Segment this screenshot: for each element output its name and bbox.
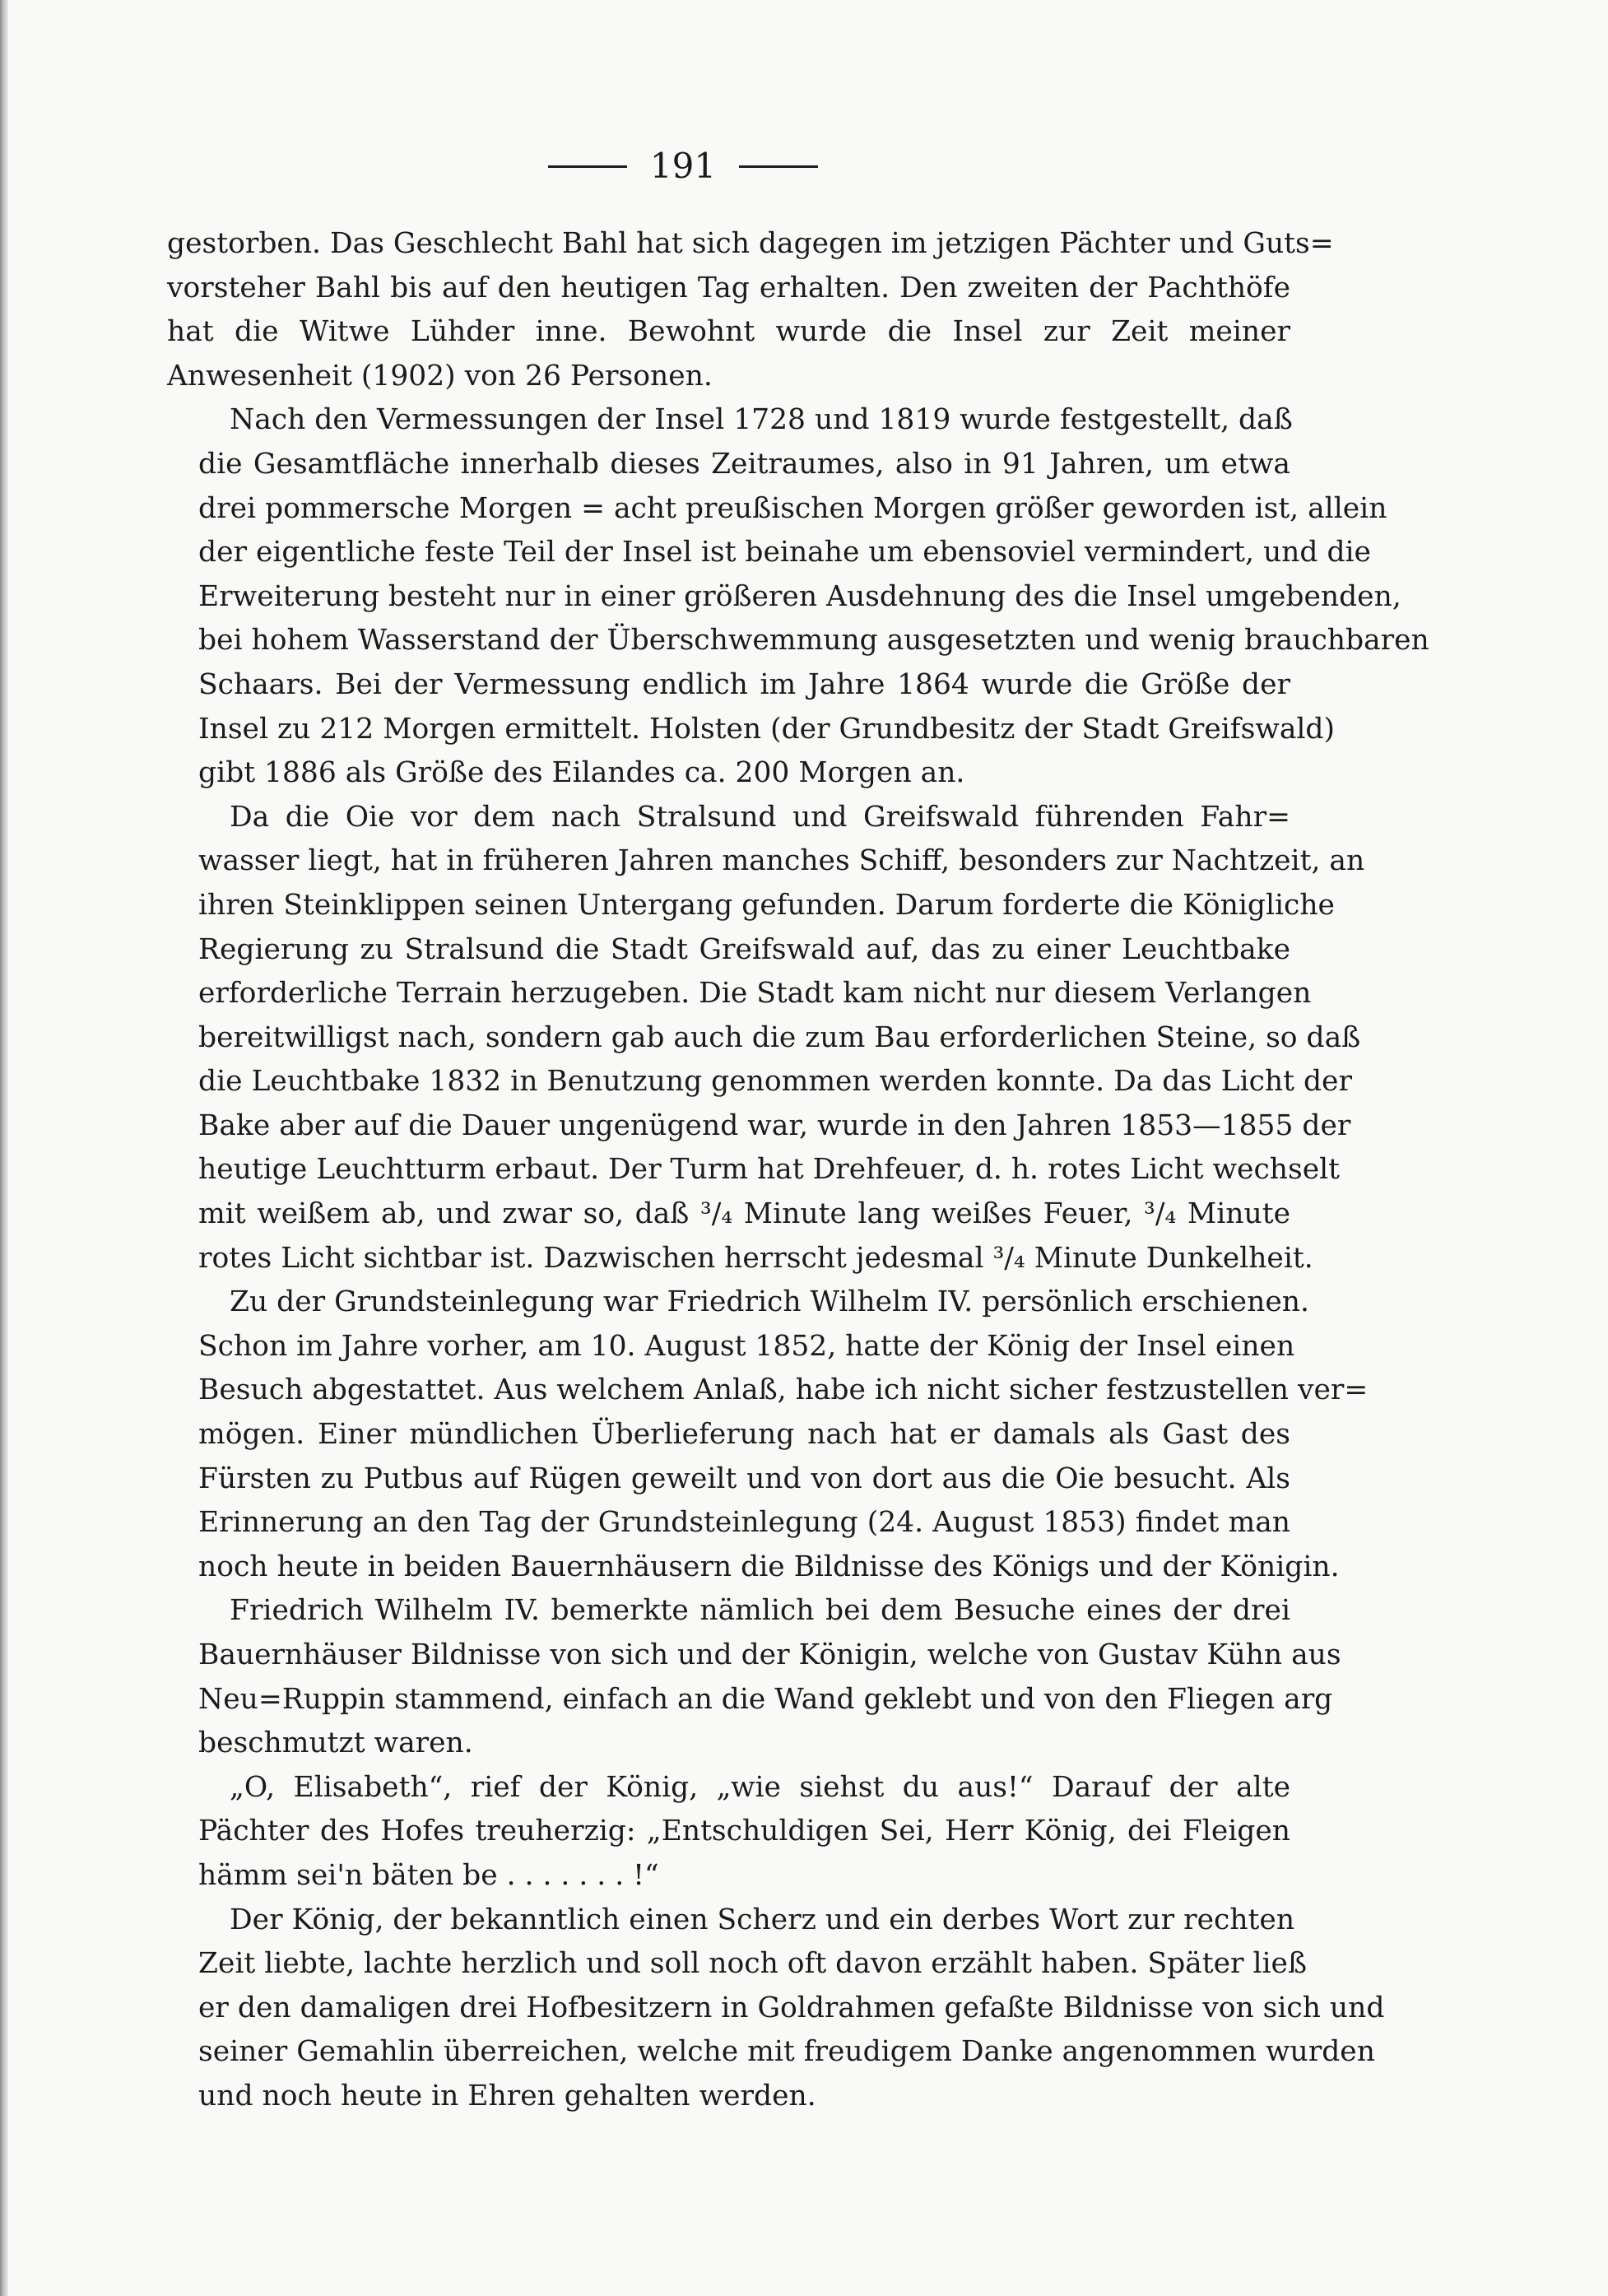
text-line: drei pommersche Morgen = acht preußischen Morgen größer geworden ist, allein — [198, 491, 1387, 525]
text-line: Fürsten zu Putbus auf Rügen geweilt und von dort aus die Oie besucht. Als — [198, 1462, 1290, 1495]
paragraph — [167, 796, 1365, 1281]
text-line: gibt 1886 als Größe des Eilandes ca. 200 Morgen an. — [198, 756, 965, 790]
text-line: seiner Gemahlin überreichen, welche mit freudigem Danke angenommen wurden — [198, 2035, 1375, 2069]
text-line: Zeit liebte, lachte herzlich und soll noch oft davon erzählt haben. Später ließ — [198, 1947, 1308, 1981]
text-line: er den damaligen drei Hofbesitzern in Goldrahmen gefaßte Bildnisse von sich und — [198, 1991, 1385, 2024]
text-line: „O, Elisabeth“, rief der König, „wie siehst du aus!“ Darauf der alte — [230, 1770, 1290, 1804]
text-line: wasser liegt, hat in früheren Jahren manches Schiff, besonders zur Nachtzeit, an — [198, 844, 1365, 878]
text-line: gestorben. Das Geschlecht Bahl hat sich dagegen im jetzigen Pächter und Guts= — [167, 227, 1334, 260]
header-dash-right — [739, 165, 818, 168]
page-header — [527, 142, 839, 191]
text-line: Bake aber auf die Dauer ungenügend war, wurde in den Jahren 1853—1855 der — [198, 1108, 1351, 1142]
text-line: noch heute in beiden Bauernhäusern die Bildnisse des Königs und der Königin. — [198, 1550, 1340, 1583]
text-line: und noch heute in Ehren gehalten werden. — [198, 2079, 816, 2112]
text-line: bereitwilligst nach, sondern gab auch die zum Bau erforderlichen Steine, so daß — [198, 1020, 1361, 1054]
text-line: Besuch abgestattet. Aus welchem Anlaß, habe ich nicht sicher festzustellen ver= — [198, 1373, 1369, 1407]
body-text — [167, 222, 1429, 2119]
text-line: heutige Leuchtturm erbaut. Der Turm hat Drehfeuer, d. h. rotes Licht wechselt — [198, 1153, 1341, 1187]
text-line: Neu=Ruppin stammend, einfach an die Wand geklebt und von den Fliegen arg — [198, 1682, 1333, 1716]
text-line: mit weißem ab, und zwar so, daß ³/₄ Minute lang weißes Feuer, ³/₄ Minute — [198, 1197, 1290, 1231]
text-line: die Leuchtbake 1832 in Benutzung genommen werden konnte. Da das Licht der — [198, 1065, 1352, 1099]
text-line: Schon im Jahre vorher, am 10. August 1852, hatte der König der Insel einen — [198, 1329, 1295, 1363]
text-line: mögen. Einer mündlichen Überlieferung nach hat er damals als Gast des — [198, 1418, 1290, 1452]
binding-edge — [0, 0, 8, 2296]
text-line: ihren Steinklippen seinen Untergang gefunden. Darum forderte die Königliche — [198, 888, 1335, 922]
paragraph — [167, 1589, 1341, 1765]
text-line: Bauernhäuser Bildnisse von sich und der Königin, welche von Gustav Kühn aus — [198, 1638, 1341, 1671]
page-number: 191 — [649, 146, 717, 186]
text-line: Anwesenheit (1902) von 26 Personen. — [167, 359, 713, 393]
text-line: Regierung zu Stralsund die Stadt Greifswald auf, das zu einer Leuchtbake — [198, 932, 1290, 966]
text-line: Nach den Vermessungen der Insel 1728 und 1819 wurde festgestellt, daß — [230, 403, 1293, 437]
text-line: rotes Licht sichtbar ist. Dazwischen herrscht jedesmal ³/₄ Minute Dunkelheit. — [198, 1241, 1313, 1275]
text-line: die Gesamtfläche innerhalb dieses Zeitraumes, also in 91 Jahren, um etwa — [198, 447, 1290, 481]
paragraph — [167, 1899, 1385, 2119]
text-line: vorsteher Bahl bis auf den heutigen Tag erhalten. Den zweiten der Pachthöfe — [167, 271, 1290, 304]
text-line: beschmutzt waren. — [198, 1727, 473, 1760]
text-line: Schaars. Bei der Vermessung endlich im Jahre 1864 wurde die Größe der — [198, 667, 1290, 701]
text-line: Zu der Grundsteinlegung war Friedrich Wilhelm IV. persönlich erschienen. — [230, 1285, 1309, 1319]
text-line: erforderliche Terrain herzugeben. Die Stadt kam nicht nur diesem Verlangen — [198, 977, 1312, 1011]
text-line: hämm sei'n bäten be . . . . . . . !“ — [198, 1858, 659, 1892]
text-line: Friedrich Wilhelm IV. bemerkte nämlich bei dem Besuche eines der drei — [230, 1594, 1290, 1628]
paragraph — [167, 1280, 1369, 1589]
paragraph — [167, 398, 1429, 795]
paragraph — [167, 222, 1334, 398]
text-line: der eigentliche feste Teil der Insel ist beinahe um ebensoviel vermindert, und die — [198, 536, 1371, 569]
text-line: Insel zu 212 Morgen ermittelt. Holsten (der Grundbesitz der Stadt Greifswald) — [198, 712, 1335, 746]
header-dash-left — [548, 165, 627, 168]
text-line: Erinnerung an den Tag der Grundsteinlegung (24. August 1853) findet man — [198, 1506, 1290, 1540]
paragraph — [167, 1766, 1290, 1899]
text-line: Da die Oie vor dem nach Stralsund und Greifswald führenden Fahr= — [230, 800, 1290, 834]
text-line: bei hohem Wasserstand der Überschwemmung ausgesetzten und wenig brauchbaren — [198, 624, 1429, 658]
text-line: Erweiterung besteht nur in einer größeren Ausdehnung des die Insel umgebenden, — [198, 579, 1401, 613]
text-line: Pächter des Hofes treuherzig: „Entschuldigen Sei, Herr König, dei Fleigen — [198, 1815, 1290, 1848]
text-line: hat die Witwe Lühder inne. Bewohnt wurde die Insel zur Zeit meiner — [167, 315, 1290, 349]
text-line: Der König, der bekanntlich einen Scherz und ein derbes Wort zur rechten — [230, 1903, 1295, 1936]
